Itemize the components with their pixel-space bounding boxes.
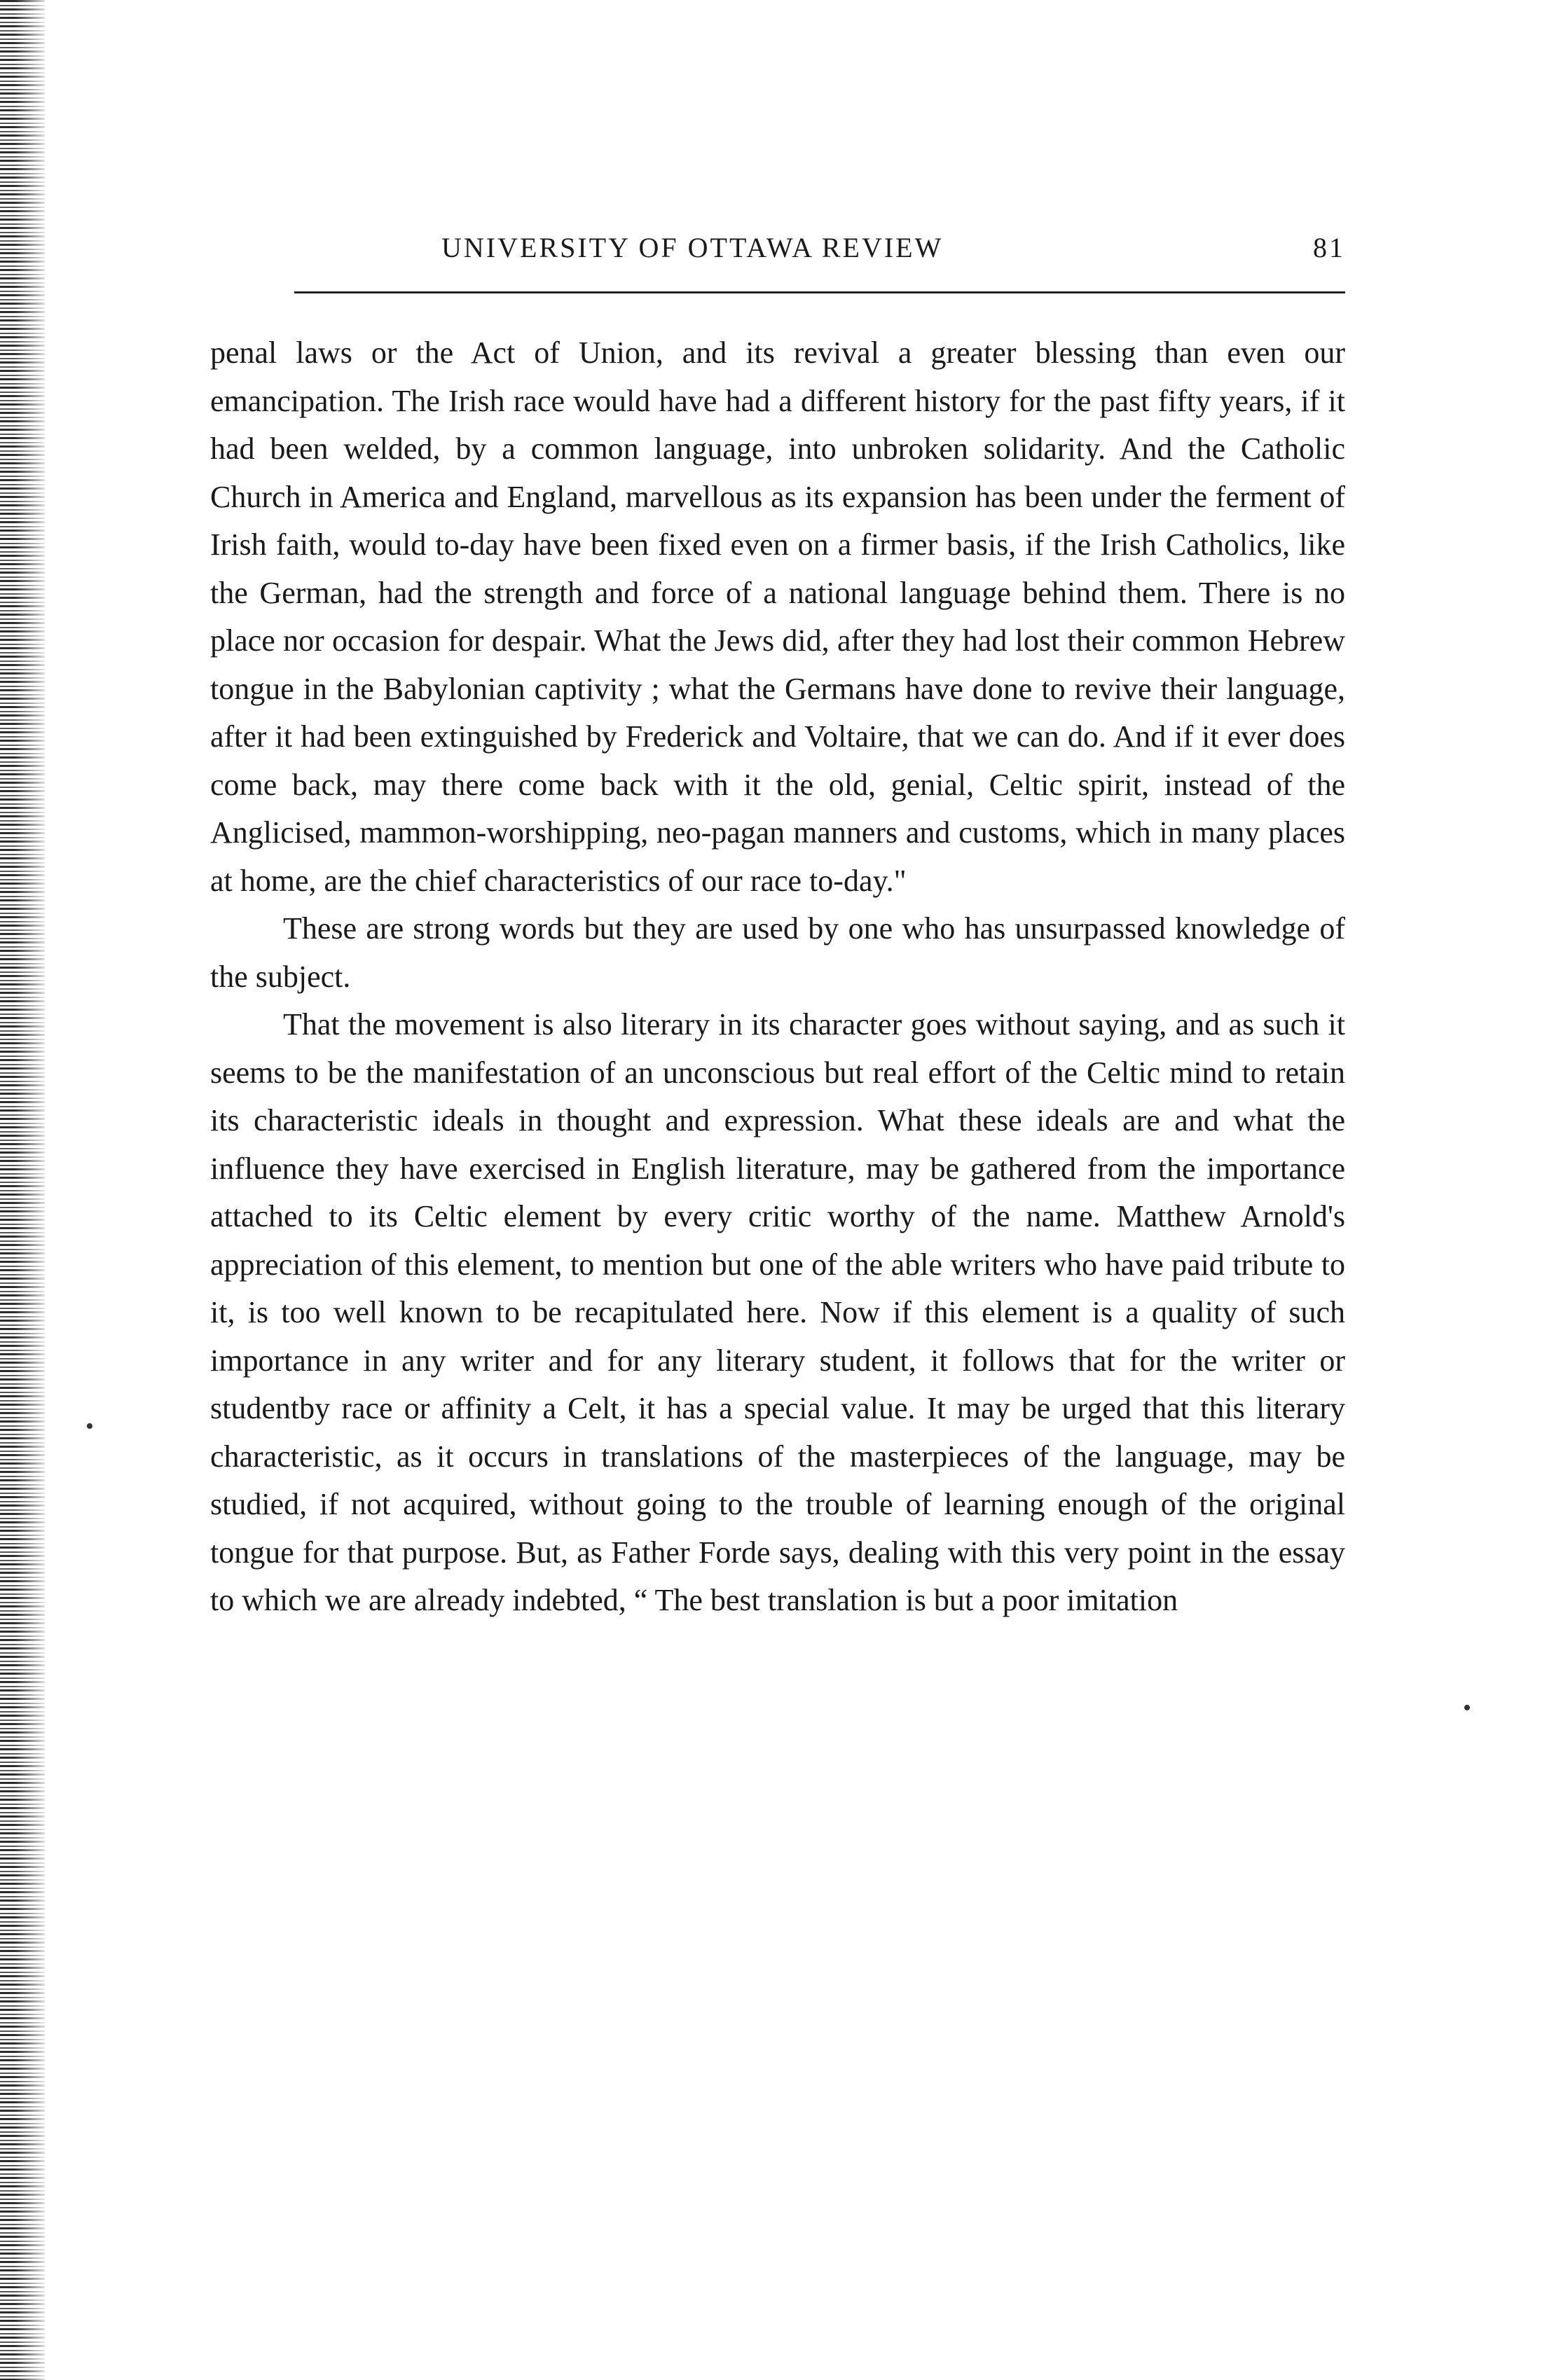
journal-title: UNIVERSITY OF OTTAWA REVIEW [441, 232, 944, 263]
page-number: 81 [1313, 232, 1345, 263]
page [210, 224, 1345, 1617]
body-text [210, 329, 1345, 1625]
paragraph-continued: penal laws or the Act of Union, and its revival a greater blessing than even our emancipation. The Irish race would have had a different history for the past fifty years, if it had been welded, by a common language, into unbroken solidarity. And the Catholic Church in America and England, marvellous as its expansion has been under the ferment of Irish faith, would to-day have been fixed even on a firmer basis, if the Irish Catholics, like the German, had the strength and force of a national language behind them. There is no place nor occasion for despair. What the Jews did, after they had lost their common Hebrew tongue in the Babylonian captivity ; what the Germans have done to revive their language, after it had been extinguished by Frederick and Voltaire, that we can do. And if it ever does come back, may there come back with it the old, genial, Celtic spirit, instead of the Anglicised, mammon-worshipping, neo-pagan manners and customs, which in many places at home, are the chief characteristics of our race to-day." [210, 335, 1345, 898]
ink-dot-mark: • [1463, 1695, 1471, 1721]
paragraph: That the movement is also literary in its character goes without saying, and as such it seems to be the manifestation of an unconscious but real effort of the Celtic mind to retain its characteristic ideals in thought and expression. What these ideals are and what the influence they have exercised in English literature, may be gathered from the importance attached to its Celtic element by every critic worthy of the name. Matthew Arnold's appreciation of this element, to mention but one of the able writers who have paid tribute to it, is too well known to be recapitulated here. Now if this element is a quality of such importance in any writer and for any literary student, it follows that for the writer or studentby race or affinity a Celt, it has a special value. It may be urged that this literary characteristic, as it occurs in translations of the masterpieces of the language, may be studied, if not acquired, without going to the trouble of learning enough of the original tongue for that purpose. But, as Father Forde says, dealing with this very point in the essay to which we are already indebted, “ The best translation is but a poor imitation [210, 1007, 1345, 1617]
ink-dot-mark: • [85, 1413, 94, 1439]
running-head [210, 224, 1345, 273]
binding-edge [0, 0, 45, 2380]
header-rule [294, 291, 1345, 293]
paragraph: These are strong words but they are used by one who has unsurpassed knowledge of the subject. [210, 911, 1345, 994]
